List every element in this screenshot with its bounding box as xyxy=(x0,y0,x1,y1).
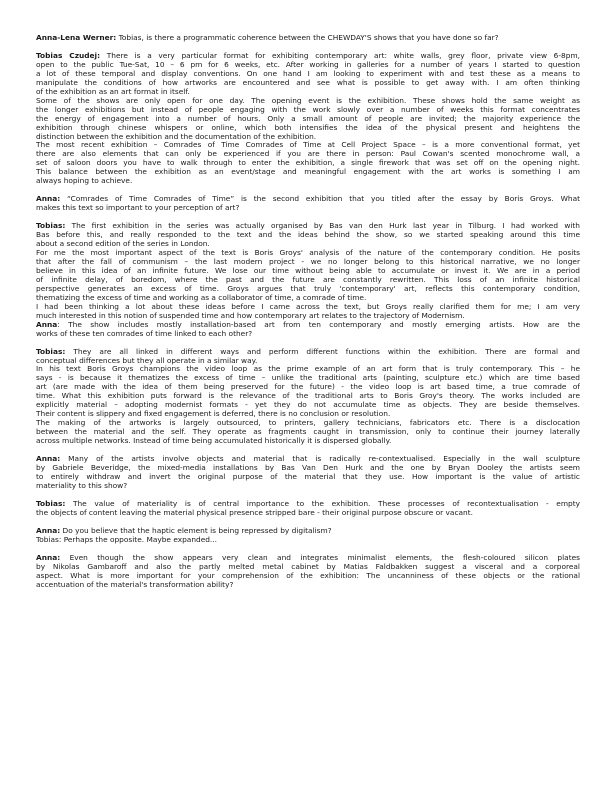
text-line xyxy=(36,168,580,177)
line-text: of infinite delay, of boredom, where the past and the future are constantly rewritten. This loss of an infinite historical xyxy=(36,275,580,284)
line-text: much interested in this notion of suspended time and how contemporary art relates to the trajectory of Modernism. xyxy=(36,311,465,320)
text-line xyxy=(36,554,580,563)
interview-paragraph xyxy=(36,195,580,213)
line-text: “Comrades of Time Comrades of Time” is the second exhibition that you titled after the essay by Boris Groys. What xyxy=(60,195,580,204)
line-text: set of saloon doors you have to walk through to enter the exhibition, a single firework that was set off on the opening night. xyxy=(36,159,580,168)
text-line xyxy=(36,34,580,43)
line-text: that after the fall of communism – the last modern project - we no longer belong to this historical narrative, we no longer xyxy=(36,257,580,266)
text-line xyxy=(36,276,580,285)
line-text: thematizing the excess of time and working as a collaborator of time, a comrade of time. xyxy=(36,293,367,302)
line-text: by Gabriele Beveridge, the mixed-media installations by Bas Van Den Hurk and the one by Bryan Dooley the artists seem xyxy=(36,463,580,472)
line-text: accentuation of the material's transformation ability? xyxy=(36,580,234,589)
interview-paragraph xyxy=(36,34,580,43)
line-text: I had been thinking a lot about these ideas before I came across the text, but Groys really clarified them for me; I am very xyxy=(36,302,580,311)
text-line xyxy=(36,195,580,204)
line-text: perspective generates an excess of time. Groys argues that truly 'contemporary' art, reflects this contemporary condition, xyxy=(36,284,580,293)
line-text: exhibition through chinese whispers or online, which both intensifies the idea of the physical present and heightens the xyxy=(36,123,580,132)
text-line xyxy=(36,150,580,159)
text-line xyxy=(36,321,580,330)
text-line xyxy=(36,106,580,115)
text-line xyxy=(36,410,580,419)
line-text: across multiple networks. Instead of time being accumulated historically it is dispersed globally. xyxy=(36,437,392,446)
interview-paragraph xyxy=(36,455,580,491)
text-line xyxy=(36,177,580,186)
text-line xyxy=(36,303,580,312)
interview-text xyxy=(36,34,580,589)
line-text: the objects of content leaving the material physical presence stripped bare - their original purpose obscure or vacant. xyxy=(36,508,473,517)
speaker-name: Anna: xyxy=(36,553,61,562)
text-line xyxy=(36,437,580,446)
text-line xyxy=(36,330,580,339)
text-line xyxy=(36,61,580,70)
line-text: by Nikolas Gambaroff and also the partly melted metal cabinet by Matias Faldbakken suggest a visceral and a corporeal xyxy=(36,562,580,571)
text-line xyxy=(36,204,580,213)
text-line xyxy=(36,294,580,303)
line-text: the longer exhibitions but instead of people engaging with the work slowly over a number of weeks this format concentrates xyxy=(36,105,580,114)
line-text: the energy of engagement into a number of hours. Only a small amount of people are invited; the majority experience the xyxy=(36,114,580,123)
text-line xyxy=(36,527,580,536)
text-line xyxy=(36,392,580,401)
line-text: to entirely withdraw and invert the original purpose of the material that they use. How important is the value of artistic xyxy=(36,472,580,481)
line-text: Some of the shows are only open for one day. The opening event is the exhibition. These shows hold the same weight as xyxy=(36,96,580,105)
line-text: says - is because it thematizes the excess of time – unlike the traditional arts (painting, sculpture etc.) which are time based xyxy=(36,374,580,383)
text-line xyxy=(36,473,580,482)
text-line xyxy=(36,536,580,545)
line-text: The value of materiality is of central importance to the exhibition. These processes of recontextualisation - empty xyxy=(65,499,580,508)
line-text: Tobias, is there a programmatic coherence between the CHEWDAY'S shows that you have done so far? xyxy=(116,34,499,42)
text-line xyxy=(36,509,580,518)
text-line xyxy=(36,124,580,133)
line-text: This balance between the exhibition as an event/stage and meaningful engagement with the art works is something I am xyxy=(36,168,580,177)
line-text: time. What this exhibition puts forward is the relevance of the traditional arts to Boris Groy's theory. The works included are xyxy=(36,392,580,401)
line-text: Their content is slippery and fixed engagement is deferred, there is no conclusion or resolution. xyxy=(36,410,391,419)
text-line xyxy=(36,79,580,88)
text-line xyxy=(36,464,580,473)
text-line xyxy=(36,285,580,294)
line-text: there are also elements that can only be experienced if you are there in person: Paul Cowan's scented monochrome wall, a xyxy=(36,150,580,159)
text-line xyxy=(36,401,580,410)
interview-paragraph xyxy=(36,500,580,518)
speaker-name: Tobias: xyxy=(36,499,66,508)
text-line xyxy=(36,374,580,383)
line-text: The first exhibition in the series was actually organised by Bas van den Hurk last year in Tilburg. I had worked with xyxy=(65,222,580,231)
text-line xyxy=(36,88,580,97)
text-line xyxy=(36,383,580,392)
text-line xyxy=(36,133,580,142)
text-line xyxy=(36,312,580,321)
line-text: works of these ten comrades of time linked to each other? xyxy=(36,329,253,338)
text-line xyxy=(36,500,580,509)
speaker-name: Anna: xyxy=(36,526,61,535)
line-text: art (are made with the idea of them being preserved for the future) - the video loop is art based time, a true comrade of xyxy=(36,383,580,392)
text-line xyxy=(36,428,580,437)
speaker-name: Anna-Lena Werner: xyxy=(36,34,117,42)
line-text: For me the most important aspect of the text is Boris Groys' analysis of the nature of the contemporary condition. He posits xyxy=(36,249,580,258)
text-line xyxy=(36,365,580,374)
line-text: materiality to this show? xyxy=(36,481,128,490)
line-text: always hoping to achieve. xyxy=(36,177,133,186)
speaker-name: Anna: xyxy=(36,195,61,204)
speaker-name: Tobias Czudej: xyxy=(36,51,101,60)
text-line xyxy=(36,348,580,357)
interview-paragraph xyxy=(36,527,580,545)
line-text: believe in this idea of an infinite future. We lose our time without being able to accumulate or invest it. We are in a period xyxy=(36,266,580,275)
line-text: manipulate the conditions of how artworks are encountered and see what is possible to get away with. I am often thinking xyxy=(36,78,580,87)
line-text: distinction between the exhibition and the documentation of the exhibition. xyxy=(36,132,317,141)
line-text: They are all linked in different ways and perform different functions within the exhibition. There are formal and xyxy=(65,347,580,356)
line-text: Bas before this, and really responded to the text and the ideas behind the show, so we started speaking around this time xyxy=(36,231,580,240)
line-text: a lot of these temporal and display conventions. On one hand I am looking to experiment with and test these as a means to xyxy=(36,69,580,78)
line-text: of the exhibition as an art format in itself. xyxy=(36,87,190,96)
speaker-name: Anna xyxy=(36,320,58,329)
text-line xyxy=(36,357,580,366)
interview-paragraph xyxy=(36,52,580,186)
line-text: There is a very particular format for exhibiting contemporary art: white walls, grey floor, private view 6-8pm, xyxy=(100,51,580,60)
line-text: makes this text so important to your perception of art? xyxy=(36,204,240,213)
line-text: Do you believe that the haptic element is being repressed by digitalism? xyxy=(60,526,332,535)
text-line xyxy=(36,52,580,61)
text-line xyxy=(36,419,580,428)
text-line xyxy=(36,240,580,249)
line-text: conceptual differences but they all operate in a similar way. xyxy=(36,356,258,365)
text-line xyxy=(36,231,580,240)
speaker-name: Anna: xyxy=(36,455,61,464)
line-text: The making of the artworks is largely outsourced, to printers, gallery technicians, fabricators etc. There is a disclocation xyxy=(36,419,580,428)
interview-paragraph xyxy=(36,348,580,446)
line-text: The most recent exhibition – Comrades of Time Comrades of Time at Cell Project Space – is a more conventional format, yet xyxy=(36,141,580,150)
line-text: In his text Boris Groys champions the video loop as the prime example of an art form that is truly contemporary. This – he xyxy=(36,365,580,374)
text-line xyxy=(36,97,580,106)
line-text: Many of the artists involve objects and material that is radically re-contextualised. Especially in the wall sculpture xyxy=(60,455,580,464)
line-text: Even though the show appears very clean and integrates minimalist elements, the flesh-coloured silicon plates xyxy=(60,553,580,562)
text-line xyxy=(36,159,580,168)
text-line xyxy=(36,115,580,124)
line-text: explicitly material – adopting modernist formats - yet they do not accumulate time as objects. They are beside themselves. xyxy=(36,401,580,410)
interview-paragraph xyxy=(36,554,580,590)
speaker-name: Tobias: xyxy=(36,222,66,231)
line-text: aspect. What is more important for your comprehension of the exhibition: The uncanniness of these objects or the rational xyxy=(36,571,580,580)
text-line xyxy=(36,267,580,276)
text-line xyxy=(36,455,580,464)
line-text: : The show includes mostly installation-based art from ten contemporary and mostly emerging artists. How are the xyxy=(57,320,580,329)
text-line xyxy=(36,70,580,79)
text-line xyxy=(36,258,580,267)
line-text: between the material and the self. They operate as fragments caught in transmission, only to continue their journey laterally xyxy=(36,428,580,437)
line-text: open to the public Tue-Sat, 10 – 6 pm for 6 weeks, etc. After working in galleries for a number of years I started to question xyxy=(36,60,580,69)
text-line xyxy=(36,581,580,590)
text-line xyxy=(36,222,580,231)
text-line xyxy=(36,482,580,491)
interview-paragraph xyxy=(36,222,580,338)
speaker-name: Tobias: xyxy=(36,347,66,356)
text-line xyxy=(36,249,580,258)
text-line xyxy=(36,563,580,572)
text-line xyxy=(36,141,580,150)
line-text: Tobias: Perhaps the opposite. Maybe expanded... xyxy=(36,535,217,544)
line-text: about a second edition of the series in London. xyxy=(36,240,210,249)
text-line xyxy=(36,572,580,581)
